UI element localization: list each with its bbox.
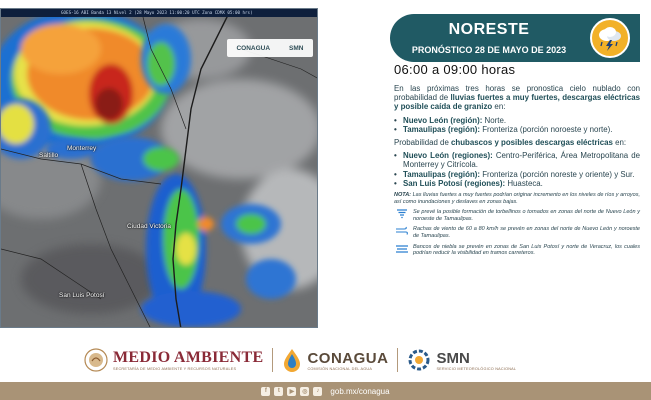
list-item: • Nuevo León (regiones): Centro-Periférica, Área Metropolitana de Monterrey y Citrícola. [394,151,640,169]
forecast-body [394,84,640,261]
satellite-conagua-logo: CONAGUA [236,44,271,52]
youtube-icon[interactable]: ▶ [287,387,296,396]
footer-divider [397,348,398,372]
forecast-list-1 [394,116,640,134]
conagua-name: CONAGUA [307,349,389,367]
satellite-image [0,8,318,328]
forecast-paragraph-2: Probabilidad de chubascos y posibles descargas eléctricas en: [394,138,627,148]
time-range: 06:00 a 09:00 horas [394,62,516,77]
forecast-date: PRONÓSTICO 28 DE MAYO DE 2023 [411,45,567,55]
forecast-panel [390,14,650,332]
forecast-header [390,14,640,62]
city-label-victoria: Ciudad Victoria [127,223,171,230]
satellite-logo-badge [227,39,313,57]
satellite-header: GOES-16 ABI Banda 13 Nivel 2 (28 Mayo 2023 11:00:20 UTC Zona CDMX 05:00 hrs) [1,9,317,17]
storm-cloud-lightning-icon [590,18,630,58]
city-label-saltillo: Saltillo [39,152,59,159]
list-item: • San Luis Potosí (regiones): Huasteca. [394,179,640,188]
list-item: • Nuevo León (región): Norte. [394,116,640,125]
alert-tornado: Se prevé la posible formación de torbellinos o tornados en zonas del norte de Nuevo León y noroeste de Tamaulipas. [394,209,640,222]
gob-link[interactable]: gob.mx/conagua [330,386,390,396]
region-title: NORESTE [448,21,530,38]
conagua-sub: COMISIÓN NACIONAL DEL AGUA [307,366,373,371]
conagua-logo [282,348,388,372]
list-item: • Tamaulipas (región): Fronteriza (porción noroeste y norte). [394,125,640,134]
forecast-list-2 [394,151,640,188]
smn-gear-icon [407,348,431,372]
alert-fog: Bancos de niebla se prevén en zonas de San Luis Potosí y norte de Veracruz, los cuales podrían reducir la visibilidad en tramos carreteros. [394,244,640,257]
footer-divider [272,348,273,372]
city-label-monterrey: Monterrey [67,145,97,152]
forecast-note: NOTA: Las lluvias fuertes a muy fuertes podrían originar incremento en los niveles de ríos y arroyos, así como inundaciones y deslaves en zonas bajas. [394,192,640,205]
city-label-slp: San Luis Potosí [59,292,105,299]
twitter-icon[interactable]: t [274,387,283,396]
facebook-icon[interactable]: f [261,387,270,396]
instagram-icon[interactable]: ◎ [302,388,308,395]
water-drop-icon [282,348,302,372]
fog-icon [394,244,410,254]
tiktok-icon[interactable]: ♪ [313,387,322,396]
footer-logos [0,338,651,382]
medio-ambiente-logo [84,348,263,372]
smn-name: SMN [436,349,470,367]
smn-sub: SERVICIO METEOROLÓGICO NACIONAL [436,366,517,371]
medio-ambiente-sub: SECRETARÍA DE MEDIO AMBIENTE Y RECURSOS NATURALES [113,367,237,371]
medio-ambiente-name: MEDIO AMBIENTE [113,349,264,366]
footer-bar [0,382,651,400]
smn-logo [407,348,516,372]
mexico-seal-icon [84,348,108,372]
tornado-icon [394,209,410,219]
satellite-smn-logo: SMN [289,44,304,52]
wind-icon [394,226,410,236]
forecast-paragraph-1: En las próximas tres horas se pronostica cielo nublado con probabilidad de lluvias fuertes a muy fuertes, descargas eléctricas y posible caída de granizo en: [394,84,640,112]
list-item: • Tamaulipas (región): Fronteriza (porción noreste y oriente) y Sur. [394,170,640,179]
alert-wind: Rachas de viento de 60 a 80 km/h se prevén en zonas del norte de Nuevo León y noroeste de Tamaulipas. [394,226,640,239]
